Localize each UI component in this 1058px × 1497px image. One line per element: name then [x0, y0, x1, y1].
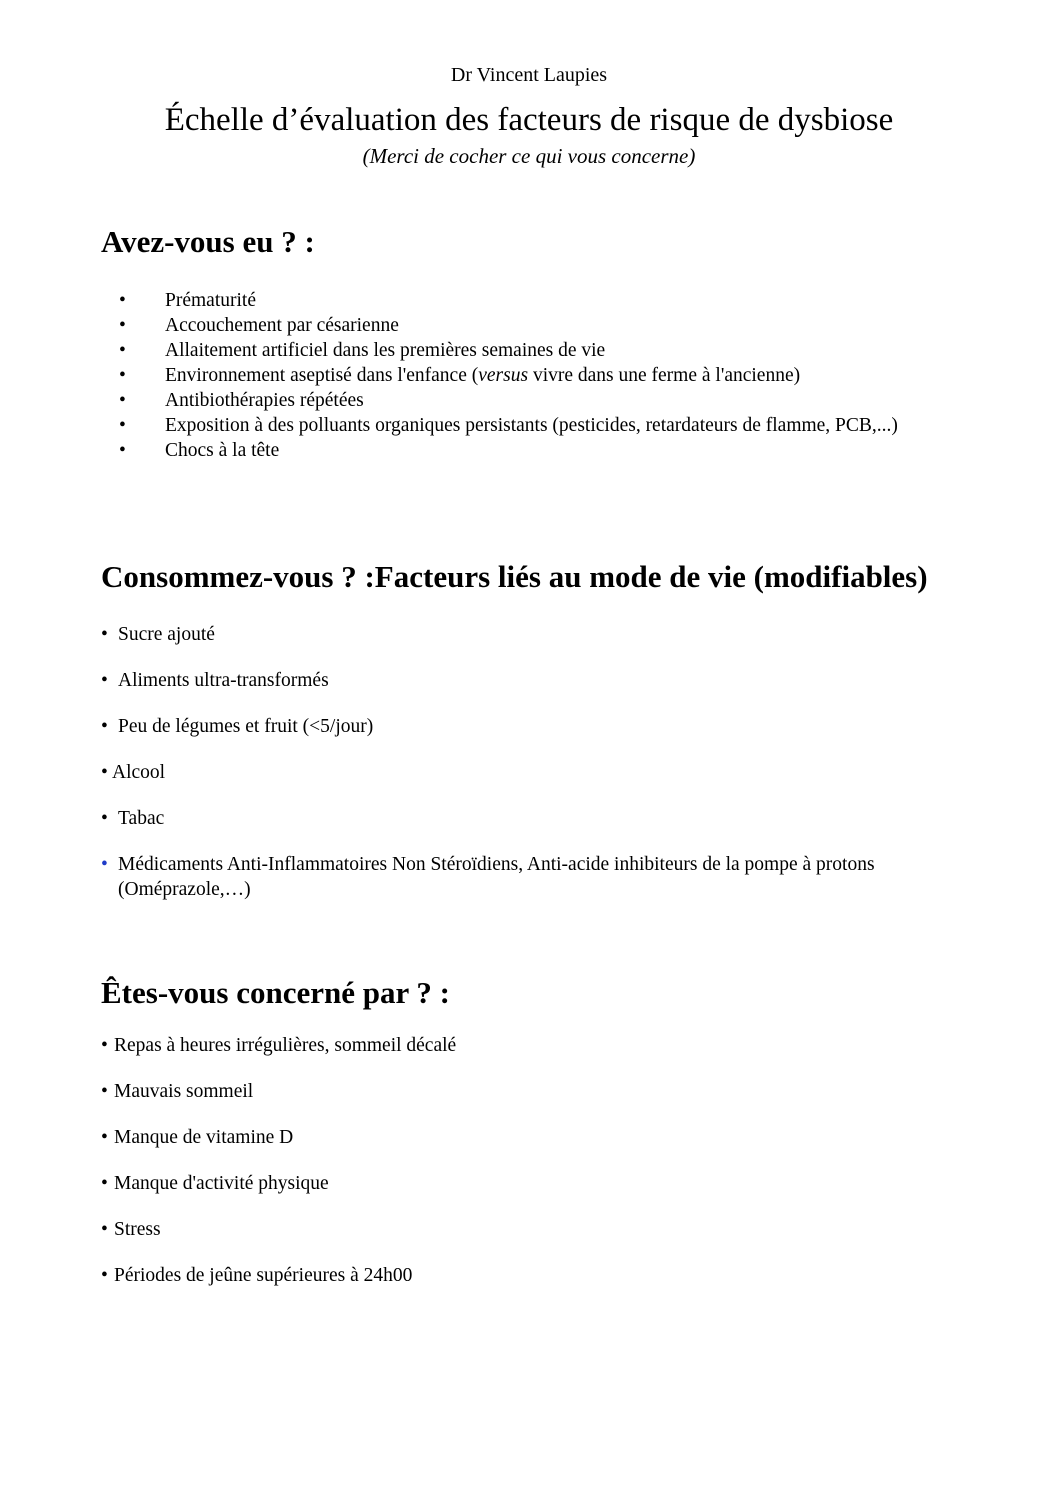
bullet-icon: • — [119, 290, 126, 311]
bullet-icon: • — [101, 1265, 108, 1286]
list-item: • Antibiothérapies répétées — [119, 390, 364, 411]
list-item: • Alcool — [101, 762, 166, 783]
list-item: • Chocs à la tête — [119, 440, 280, 461]
list-item: • Peu de légumes et fruit (<5/jour) — [101, 716, 374, 737]
risk-factor-list-concerns — [101, 1033, 961, 1309]
bullet-icon: • — [101, 1127, 108, 1148]
bullet-icon: • — [101, 716, 108, 737]
bullet-icon: • — [101, 1081, 108, 1102]
list-item: • Périodes de jeûne supérieures à 24h00 — [101, 1265, 413, 1286]
list-item: • Sucre ajouté — [101, 624, 215, 645]
bullet-icon: • — [101, 762, 108, 783]
list-item: • Mauvais sommeil — [101, 1081, 254, 1102]
bullet-icon: • — [101, 624, 108, 645]
list-item: • Exposition à des polluants organiques persistants (pesticides, retardateurs de flamme, PCB,...) — [119, 415, 898, 436]
bullet-icon: • — [119, 390, 126, 411]
bullet-icon: • — [119, 315, 126, 336]
list-item: • Accouchement par césarienne — [119, 315, 399, 336]
list-item: • Prématurité — [119, 290, 256, 311]
section-heading-consommez-vous: Consommez-vous ? :Facteurs liés au mode de vie (modifiables) — [101, 559, 928, 594]
bullet-icon: • — [119, 440, 126, 461]
document-subtitle: (Merci de cocher ce qui vous concerne) — [362, 144, 696, 168]
bullet-icon: • — [101, 670, 108, 691]
section-heading-etes-vous-concerne: Êtes-vous concerné par ? : — [101, 975, 450, 1010]
list-item: • Manque d'activité physique — [101, 1173, 329, 1194]
bullet-icon: • — [119, 365, 126, 386]
bullet-icon: • — [101, 854, 108, 875]
risk-factor-list-lifestyle — [101, 622, 961, 923]
risk-factor-list-history — [101, 288, 921, 463]
list-item: • Allaitement artificiel dans les premières semaines de vie — [119, 340, 606, 361]
bullet-icon: • — [101, 1173, 108, 1194]
bullet-icon: • — [101, 1035, 108, 1056]
list-item: • Aliments ultra-transformés — [101, 670, 329, 691]
bullet-icon: • — [119, 415, 126, 436]
list-item: • Stress — [101, 1219, 161, 1240]
bullet-icon: • — [101, 808, 108, 829]
italic-term: versus — [478, 365, 529, 386]
list-item: • Repas à heures irrégulières, sommeil décalé — [101, 1035, 457, 1056]
list-item: • Environnement aseptisé dans l'enfance (versus vivre dans une ferme à l'ancienne) — [119, 365, 801, 386]
document-title: Échelle d’évaluation des facteurs de risque de dysbiose — [164, 102, 894, 138]
author-name: Dr Vincent Laupies — [450, 64, 608, 86]
list-item: • Manque de vitamine D — [101, 1127, 294, 1148]
list-item: • Médicaments Anti-Inflammatoires Non Stéroïdiens, Anti-acide inhibiteurs de la pompe à protons (Oméprazole,…) — [101, 854, 875, 900]
bullet-icon: • — [101, 1219, 108, 1240]
bullet-icon: • — [119, 340, 126, 361]
list-item: • Tabac — [101, 808, 165, 829]
section-heading-avez-vous-eu: Avez-vous eu ? : — [101, 224, 315, 259]
